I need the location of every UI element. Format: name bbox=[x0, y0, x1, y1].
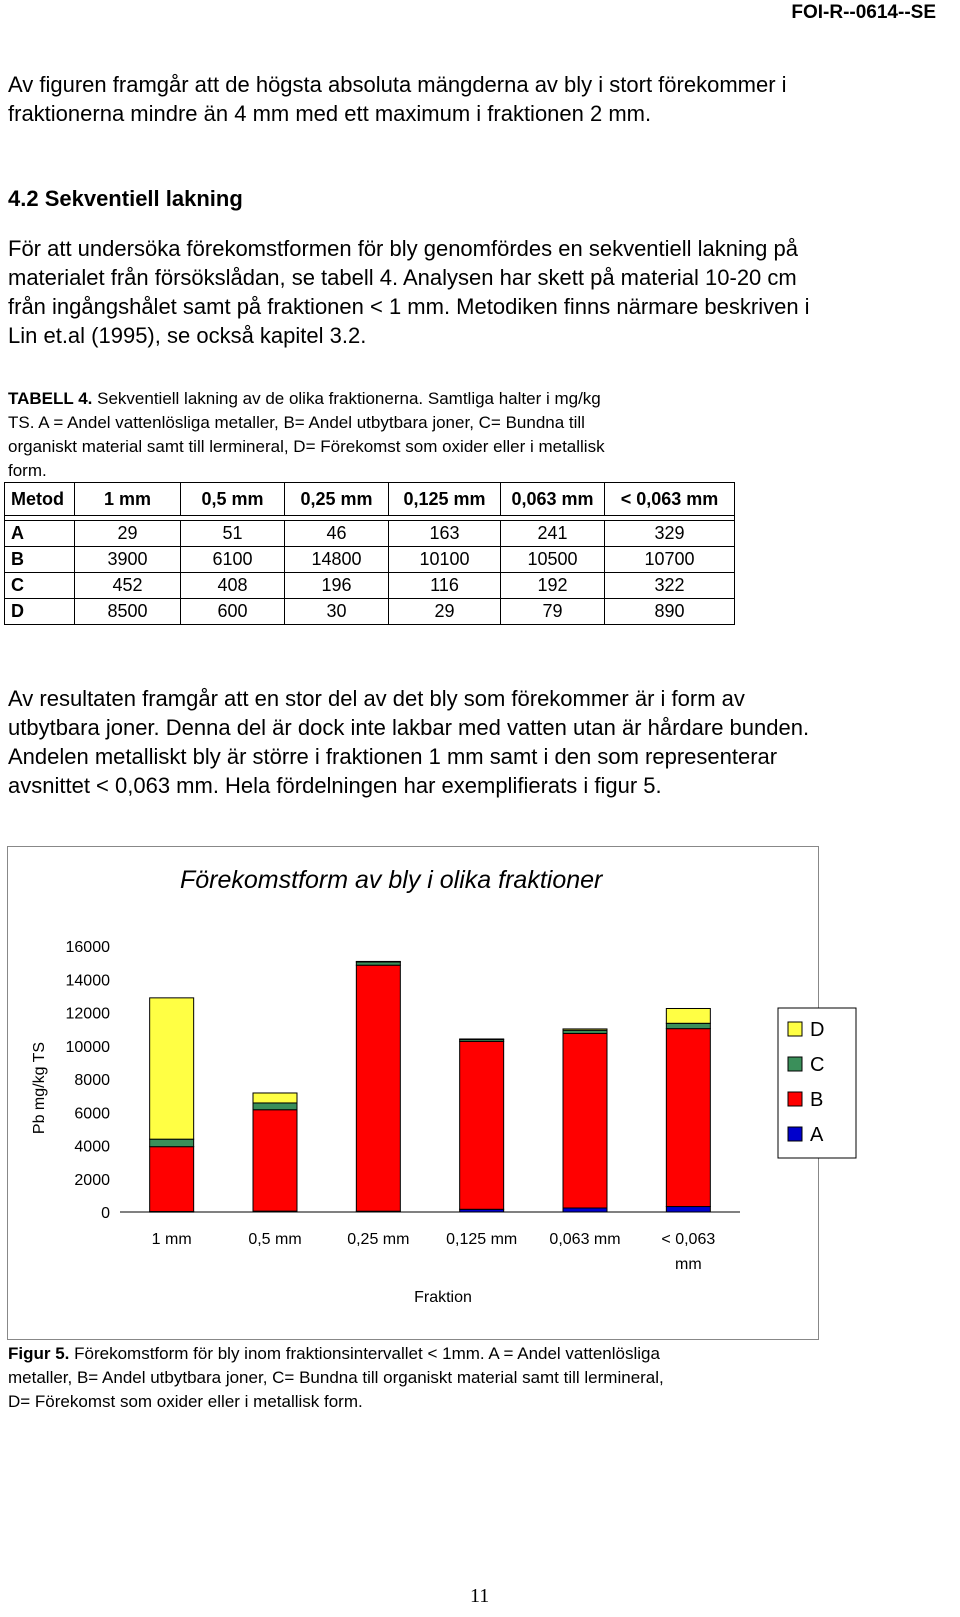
figure-caption-label: Figur 5. bbox=[8, 1344, 70, 1363]
table-cell: 14800 bbox=[285, 547, 389, 573]
section-line: materialet från försökslådan, se tabell 4. Analysen har skett på material 10-20 cm bbox=[8, 265, 797, 290]
bar-segment-d bbox=[563, 1029, 607, 1030]
table-header-cell: 0,125 mm bbox=[389, 483, 501, 516]
legend-label-a: A bbox=[810, 1124, 824, 1146]
y-tick-label: 12000 bbox=[65, 1005, 110, 1023]
y-tick-label: 4000 bbox=[74, 1138, 110, 1156]
results-line: Andelen metalliskt bly är större i fraktionen 1 mm samt i den som representerar bbox=[8, 744, 778, 769]
legend-label-c: C bbox=[810, 1054, 825, 1076]
table-cell: A bbox=[5, 521, 75, 547]
bar-segment-b bbox=[150, 1147, 194, 1212]
table-caption-line: TS. A = Andel vattenlösliga metaller, B= Andel utbytbara joner, C= Bundna till bbox=[8, 413, 585, 432]
legend-swatch-d bbox=[788, 1022, 802, 1036]
table-cell: 163 bbox=[389, 521, 501, 547]
table-header-cell: 0,25 mm bbox=[285, 483, 389, 516]
section-line: För att undersöka förekomstformen för bly genomfördes en sekventiell lakning på bbox=[8, 236, 798, 261]
table-cell: 46 bbox=[285, 521, 389, 547]
table-cell: 8500 bbox=[75, 599, 181, 625]
y-tick-label: 0 bbox=[101, 1205, 110, 1222]
bar-segment-c bbox=[150, 1139, 194, 1147]
bar-segment-d bbox=[460, 1039, 504, 1040]
table-header-cell: 0,5 mm bbox=[181, 483, 285, 516]
legend-swatch-a bbox=[788, 1127, 802, 1141]
table-cell: 600 bbox=[181, 599, 285, 625]
table-cell: 79 bbox=[501, 599, 605, 625]
legend-swatch-c bbox=[788, 1057, 802, 1071]
table-header-cell: < 0,063 mm bbox=[605, 483, 735, 516]
y-tick-label: 14000 bbox=[65, 972, 110, 990]
section-heading: 4.2 Sekventiell lakning bbox=[8, 186, 243, 211]
bar-segment-c bbox=[666, 1023, 710, 1028]
bar-segment-a bbox=[666, 1207, 710, 1212]
table-header-cell: 0,063 mm bbox=[501, 483, 605, 516]
x-tick-label: 0,25 mm bbox=[347, 1231, 410, 1248]
table-cell: 3900 bbox=[75, 547, 181, 573]
table-cell: 10700 bbox=[605, 547, 735, 573]
table-cell: 322 bbox=[605, 573, 735, 599]
table-cell: 329 bbox=[605, 521, 735, 547]
table-caption-text: Sekventiell lakning av de olika fraktionerna. Samtliga halter i mg/kg bbox=[92, 389, 601, 408]
table-cell: 196 bbox=[285, 573, 389, 599]
x-tick-label: 0,5 mm bbox=[248, 1231, 302, 1248]
y-tick-label: 2000 bbox=[74, 1171, 110, 1189]
table-cell: 408 bbox=[181, 573, 285, 599]
table-cell: 29 bbox=[389, 599, 501, 625]
results-line: Av resultaten framgår att en stor del av det bly som förekommer är i form av bbox=[8, 686, 745, 711]
bar-segment-b bbox=[253, 1110, 297, 1211]
y-tick-label: 16000 bbox=[65, 939, 110, 956]
bar-segment-b bbox=[666, 1029, 710, 1207]
y-tick-label: 6000 bbox=[74, 1105, 110, 1123]
table-cell: 452 bbox=[75, 573, 181, 599]
intro-line: Av figuren framgår att de högsta absoluta mängderna av bly i stort förekommer i bbox=[8, 72, 787, 97]
y-tick-label: 8000 bbox=[74, 1072, 110, 1089]
bar-segment-d bbox=[356, 961, 400, 962]
x-tick-label: < 0,063 bbox=[661, 1231, 716, 1248]
figure-caption-line: metaller, B= Andel utbytbara joner, C= Bundna till organiskt material samt till lermineral, bbox=[8, 1368, 664, 1387]
legend-label-b: B bbox=[810, 1089, 824, 1111]
table-cell: 10500 bbox=[501, 547, 605, 573]
table-cell: 116 bbox=[389, 573, 501, 599]
bar-segment-b bbox=[460, 1041, 504, 1209]
x-tick-label: 0,125 mm bbox=[446, 1231, 518, 1248]
bar-segment-c bbox=[253, 1103, 297, 1110]
table-cell: 192 bbox=[501, 573, 605, 599]
results-line: utbytbara joner. Denna del är dock inte lakbar med vatten utan är hårdare bunden. bbox=[8, 715, 810, 740]
bar-segment-b bbox=[563, 1033, 607, 1208]
x-tick-label: mm bbox=[675, 1256, 702, 1273]
x-tick-label: 1 mm bbox=[151, 1231, 192, 1248]
report-code: FOI-R--0614--SE bbox=[791, 2, 936, 23]
table-cell: 29 bbox=[75, 521, 181, 547]
bar-segment-d bbox=[666, 1008, 710, 1023]
bar-segment-d bbox=[253, 1093, 297, 1103]
legend-swatch-b bbox=[788, 1092, 802, 1106]
results-line: avsnittet < 0,063 mm. Hela fördelningen har exemplifierats i figur 5. bbox=[8, 773, 662, 798]
y-axis-label: Pb mg/kg TS bbox=[31, 1041, 48, 1135]
figure-caption bbox=[8, 1342, 838, 1414]
figure-caption-line: D= Förekomst som oxider eller i metallisk form. bbox=[8, 1392, 363, 1411]
y-tick-label: 10000 bbox=[65, 1038, 110, 1056]
bar-segment-a bbox=[563, 1208, 607, 1212]
section-line: från ingångshålet samt på fraktionen < 1 mm. Metodiken finns närmare beskriven i bbox=[8, 294, 810, 319]
section-line: Lin et.al (1995), se också kapitel 3.2. bbox=[8, 323, 367, 348]
table-caption-label: TABELL 4. bbox=[8, 389, 93, 408]
table-cell: 10100 bbox=[389, 547, 501, 573]
bar-segment-d bbox=[150, 998, 194, 1139]
table-caption-line: organiskt material samt till lermineral, D= Förekomst som oxider eller i metallisk bbox=[8, 437, 605, 456]
x-tick-label: 0,063 mm bbox=[549, 1231, 621, 1248]
table-cell: B bbox=[5, 547, 75, 573]
page-number: 11 bbox=[470, 1585, 490, 1607]
figure-caption-text: Förekomstform för bly inom fraktionsintervallet < 1mm. A = Andel vattenlösliga bbox=[69, 1344, 660, 1363]
figure-caption-line bbox=[8, 1342, 838, 1366]
intro-line: fraktionerna mindre än 4 mm med ett maximum i fraktionen 2 mm. bbox=[8, 101, 652, 126]
table-cell: 6100 bbox=[181, 547, 285, 573]
table-cell: C bbox=[5, 573, 75, 599]
table-cell: D bbox=[5, 599, 75, 625]
table-header-cell: Metod bbox=[5, 483, 75, 516]
table-cell: 241 bbox=[501, 521, 605, 547]
table-caption-line: form. bbox=[8, 461, 47, 480]
table-cell: 890 bbox=[605, 599, 735, 625]
bar-segment-b bbox=[356, 965, 400, 1211]
table-cell: 30 bbox=[285, 599, 389, 625]
table-header-cell: 1 mm bbox=[75, 483, 181, 516]
legend-label-d: D bbox=[810, 1019, 825, 1041]
chart-title: Förekomstform av bly i olika fraktioner bbox=[180, 866, 603, 894]
table-cell: 51 bbox=[181, 521, 285, 547]
x-axis-label: Fraktion bbox=[414, 1289, 472, 1306]
